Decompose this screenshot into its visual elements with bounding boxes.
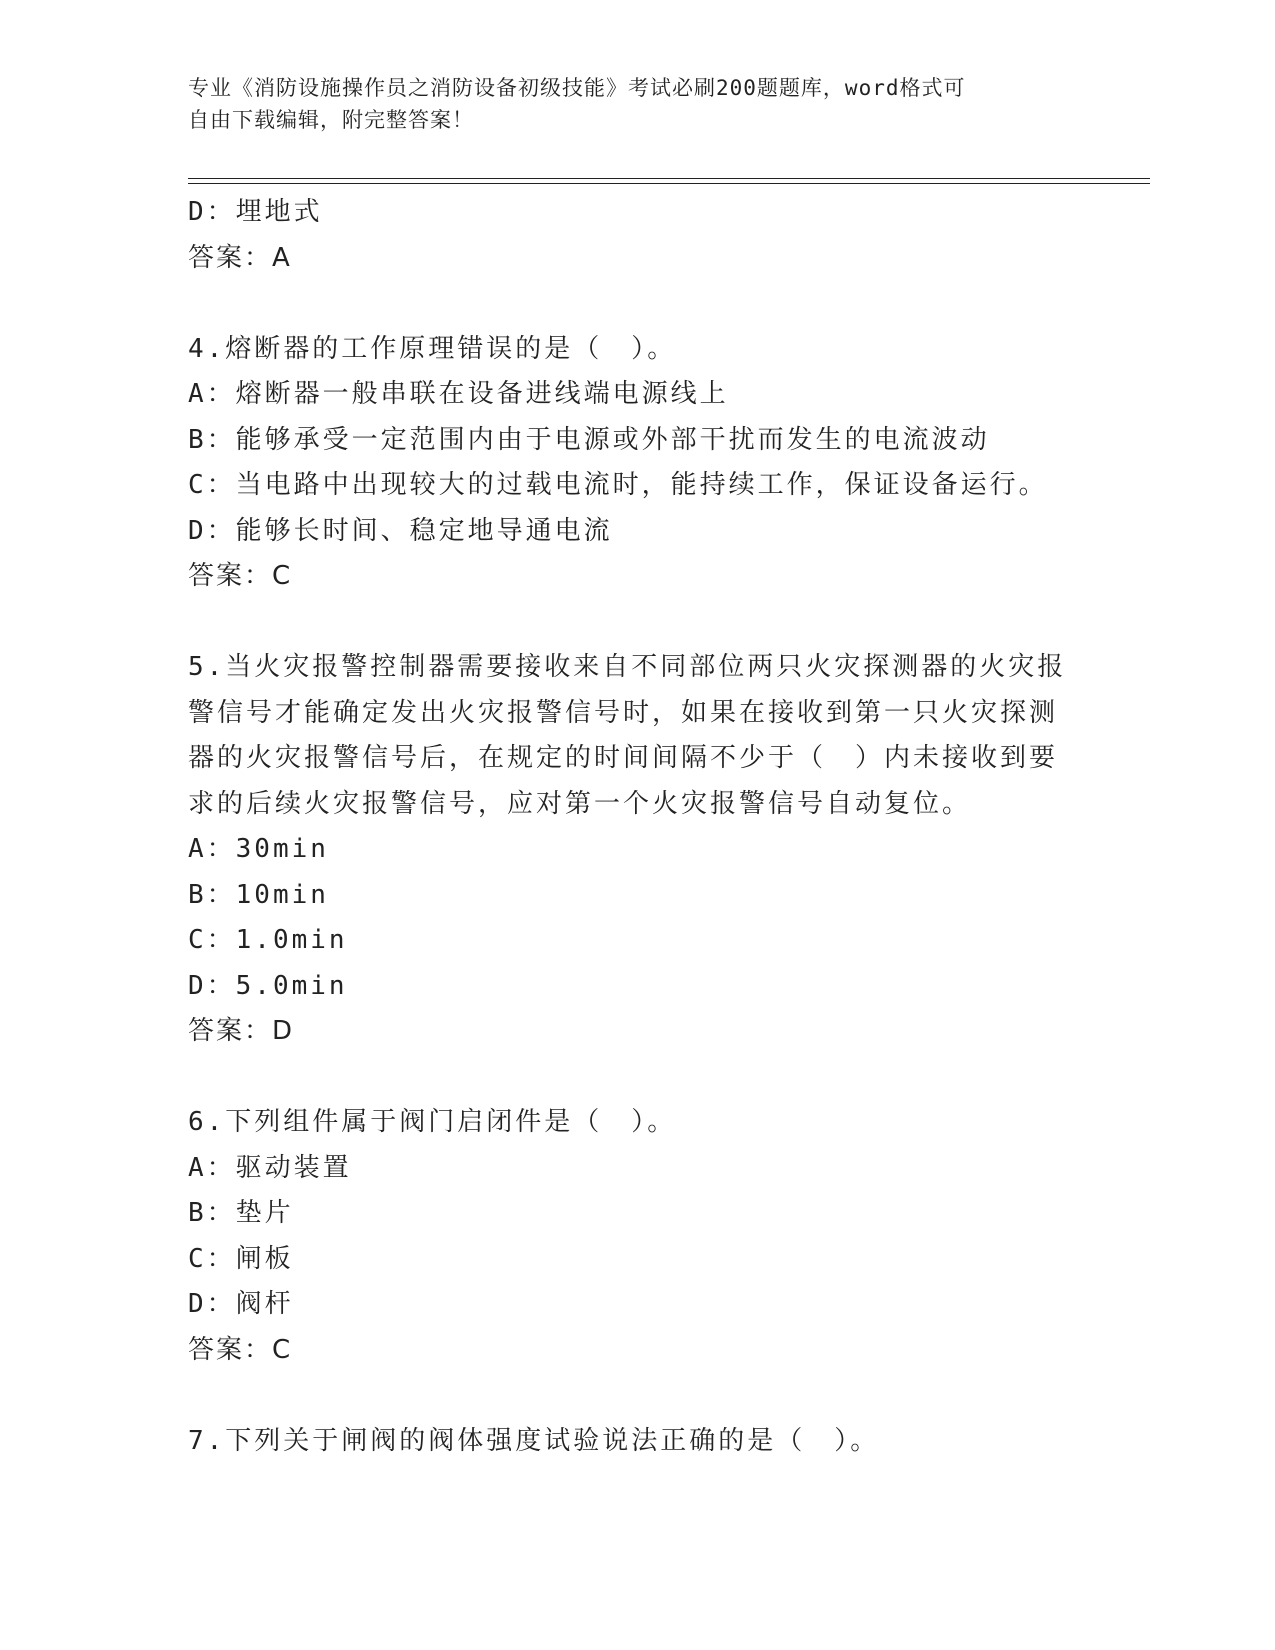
option-a: A：驱动装置 (188, 1152, 352, 1183)
spacer (188, 1373, 1068, 1419)
header-title-line-2: 自由下载编辑，附完整答案！ (188, 108, 474, 132)
spacer (188, 281, 1068, 327)
option-b: B：能够承受一定范围内由于电源或外部干扰而发生的电流波动 (188, 424, 990, 455)
document-header (188, 72, 1068, 136)
spacer (188, 1055, 1068, 1101)
question-stem: 7.下列关于闸阀的阀体强度试验说法正确的是（ ）。 (188, 1425, 880, 1456)
option-b: B：10min (188, 879, 329, 910)
option-d: D：阀杆 (188, 1289, 294, 1319)
question-stem-line-4: 求的后续火灾报警信号，应对第一个火灾报警信号自动复位。 (188, 788, 972, 819)
spacer (188, 600, 1068, 646)
header-double-rule (188, 178, 1150, 184)
answer-line: 答案：A (188, 242, 292, 273)
header-title-line-1: 专业《消防设施操作员之消防设备初级技能》考试必刷200题题库，word格式可 (188, 76, 966, 100)
question-stem-line-1: 5.当火灾报警控制器需要接收来自不同部位两只火灾探测器的火灾报 (188, 652, 1067, 682)
question-stem: 6.下列组件属于阀门启闭件是（ ）。 (188, 1107, 677, 1137)
question-stem: 4.熔断器的工作原理错误的是（ ）。 (188, 333, 677, 364)
answer-line: 答案：D (188, 1016, 295, 1046)
option-a: A：熔断器一般串联在设备进线端电源线上 (188, 379, 729, 409)
option-d: D：埋地式 (188, 197, 323, 227)
question-6 (188, 1100, 1068, 1373)
question-7 (188, 1419, 1068, 1465)
option-a: A：30min (188, 834, 329, 864)
option-c: C：闸板 (188, 1243, 294, 1274)
option-c: C：1.0min (188, 925, 348, 955)
answer-line: 答案：C (188, 1334, 293, 1365)
option-c: C：当电路中出现较大的过载电流时，能持续工作，保证设备运行。 (188, 470, 1048, 500)
question-5 (188, 645, 1068, 1055)
option-d: D：5.0min (188, 970, 348, 1001)
answer-line: 答案：C (188, 561, 293, 591)
question-stem-line-3: 器的火灾报警信号后，在规定的时间间隔不少于（ ）内未接收到要 (188, 743, 1059, 773)
question-3-tail (188, 190, 1068, 281)
option-d: D：能够长时间、稳定地导通电流 (188, 515, 613, 546)
question-stem-line-2: 警信号才能确定发出火灾报警信号时，如果在接收到第一只火灾探测 (188, 697, 1059, 728)
option-b: B：垫片 (188, 1198, 294, 1228)
question-4 (188, 327, 1068, 600)
document-body (188, 190, 1068, 1464)
